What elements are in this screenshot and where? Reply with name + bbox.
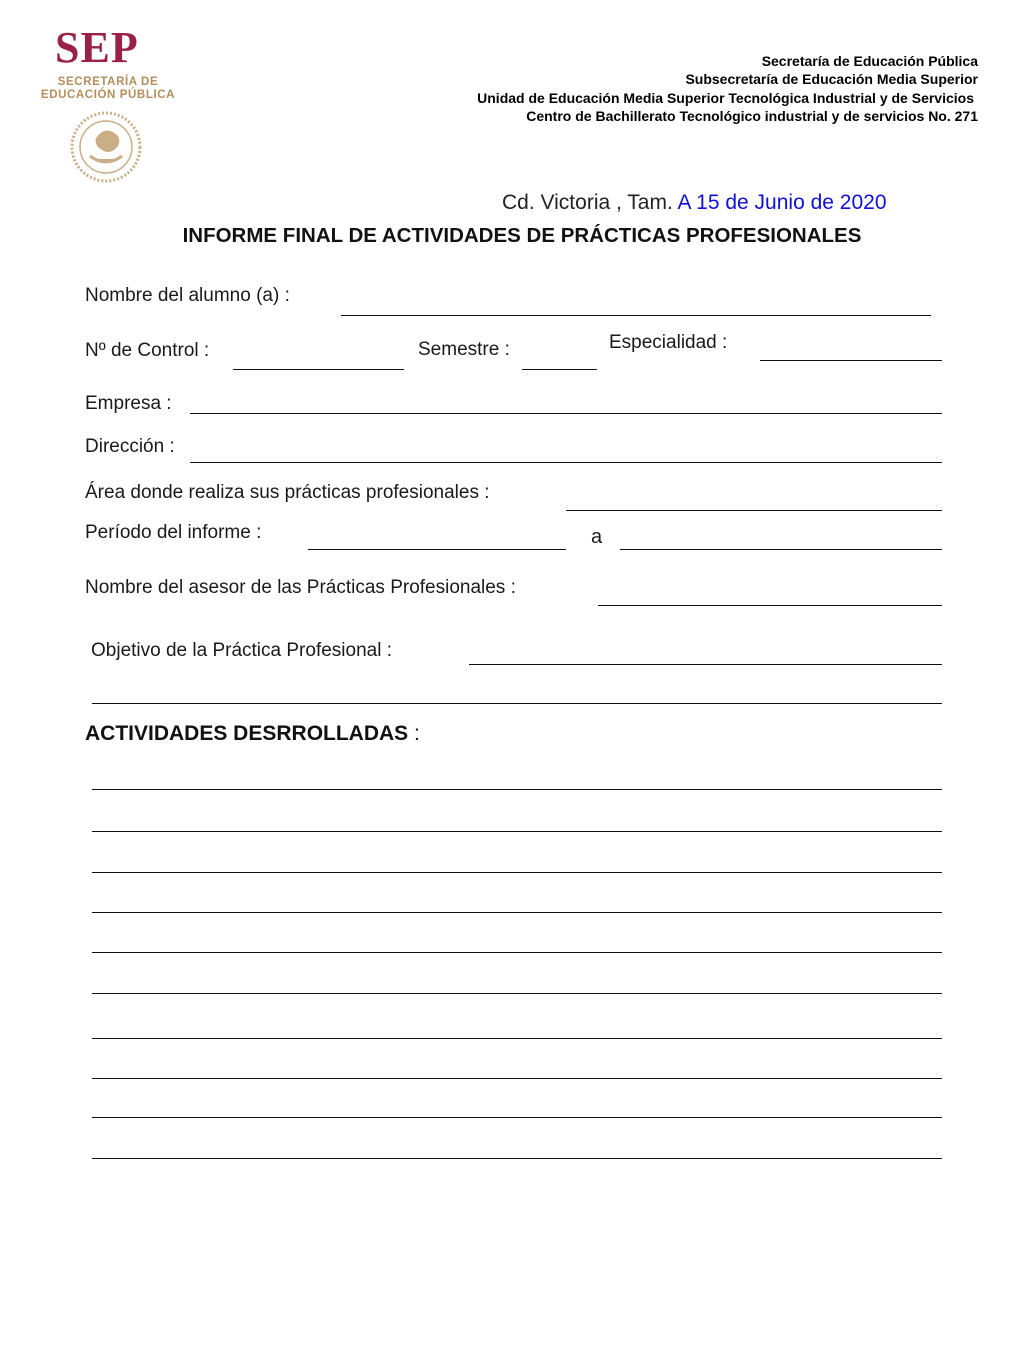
area-label: Área donde realiza sus prácticas profesionales : [85,482,490,503]
specialty-field[interactable] [760,360,942,361]
objective-label: Objetivo de la Práctica Profesional : [91,640,392,661]
activity-line[interactable] [92,952,942,953]
advisor-field[interactable] [598,605,942,606]
logo-subtitle-line2: EDUCACIÓN PÚBLICA [40,89,176,101]
logo-subtitle-line1: SECRETARÍA DE [57,76,159,88]
header-line-unit: Unidad de Educación Media Superior Tecnológica Industrial y de Servicios [477,90,974,106]
header-line-subsecretariat: Subsecretaría de Educación Media Superior [685,71,978,87]
semester-label: Semestre : [418,339,510,360]
specialty-label: Especialidad : [609,332,728,353]
objective-field-continued[interactable] [92,703,942,704]
header-line-ministry: Secretaría de Educación Pública [761,53,978,69]
activity-line[interactable] [92,1158,942,1159]
document-title: INFORME FINAL DE ACTIVIDADES DE PRÁCTICAS PROFESIONALES [182,224,862,247]
period-to-field[interactable] [620,549,942,550]
activities-heading-colon: : [414,722,420,745]
activity-line[interactable] [92,912,942,913]
activity-line[interactable] [92,831,942,832]
period-to-label: a [591,526,603,548]
national-seal-icon [66,110,146,184]
advisor-label: Nombre del asesor de las Prácticas Profesionales : [85,577,516,598]
place-date [502,191,887,215]
header-line-school: Centro de Bachillerato Tecnológico industrial y de servicios No. 271 [526,108,978,124]
date: A 15 de Junio de 2020 [677,191,887,214]
sep-logo: SEP [55,23,139,72]
period-label: Período del informe : [85,522,262,543]
activity-line[interactable] [92,1117,942,1118]
objective-field[interactable] [469,664,942,665]
period-from-field[interactable] [308,549,566,550]
sep-logo-subtitle [40,76,176,102]
control-number-field[interactable] [233,369,404,370]
activity-line[interactable] [92,993,942,994]
student-name-label: Nombre del alumno (a) : [85,285,290,306]
activity-line[interactable] [92,1038,942,1039]
control-number-label: Nº de Control : [85,340,210,361]
activities-heading [85,722,420,746]
address-label: Dirección : [85,436,175,457]
semester-field[interactable] [522,369,597,370]
company-field[interactable] [190,413,942,414]
activity-line[interactable] [92,789,942,790]
area-field[interactable] [566,510,942,511]
activities-heading-text: ACTIVIDADES DESRROLLADAS [85,722,409,745]
place: Cd. Victoria , Tam. [502,191,673,214]
address-field[interactable] [190,462,942,463]
activity-line[interactable] [92,1078,942,1079]
student-name-field[interactable] [341,315,931,316]
company-label: Empresa : [85,393,172,414]
activity-line[interactable] [92,872,942,873]
